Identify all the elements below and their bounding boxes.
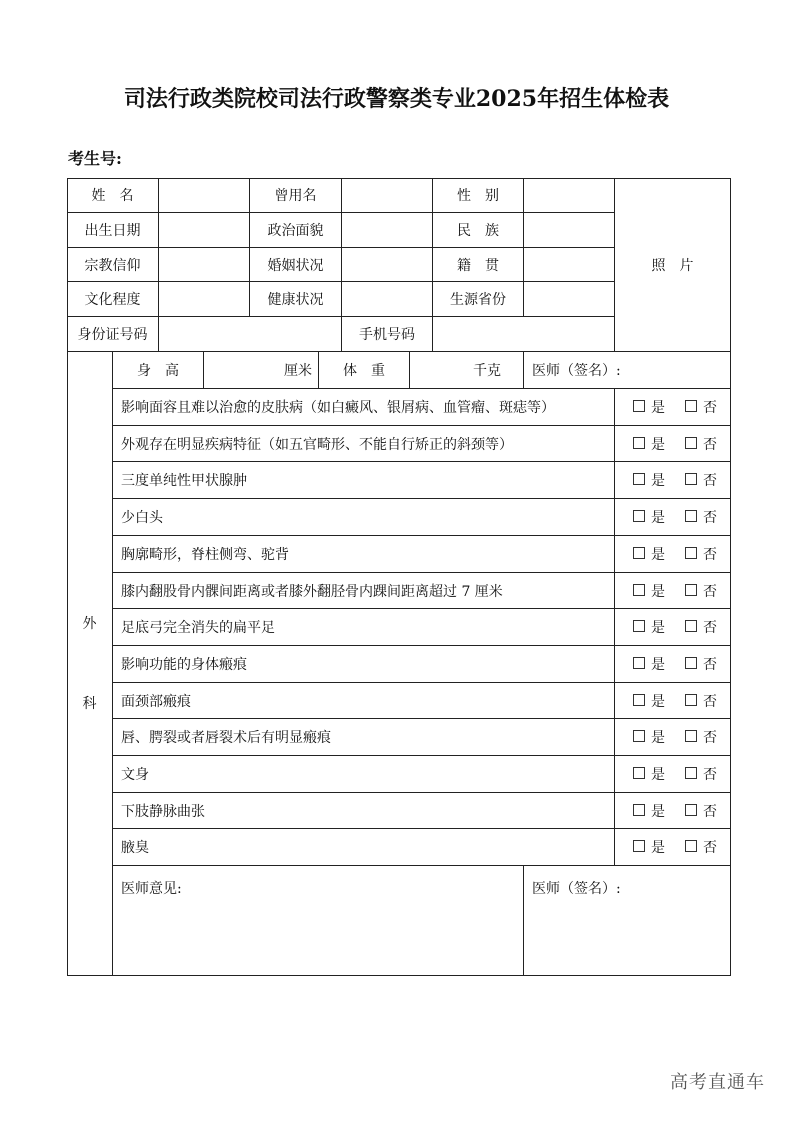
health-field[interactable] — [342, 282, 433, 317]
height-unit: 厘米 — [284, 363, 312, 379]
origin-province-label: 生源省份 — [433, 282, 524, 317]
yes-option[interactable] — [633, 544, 665, 564]
checkbox-icon[interactable] — [633, 804, 645, 816]
yes-option[interactable] — [633, 691, 665, 711]
no-label: 否 — [703, 803, 717, 820]
weight-unit: 千克 — [473, 363, 501, 379]
checkbox-icon[interactable] — [633, 694, 645, 706]
checkbox-icon[interactable] — [685, 840, 697, 852]
no-option[interactable] — [685, 691, 717, 711]
no-option[interactable] — [685, 434, 717, 454]
yes-option[interactable] — [633, 837, 665, 857]
yes-label: 是 — [651, 730, 665, 746]
yes-option[interactable] — [633, 801, 665, 821]
exam-item-answer — [615, 609, 731, 646]
id-number-field[interactable] — [159, 317, 342, 352]
checkbox-icon[interactable] — [685, 620, 697, 632]
checkbox-icon[interactable] — [685, 730, 697, 742]
checkbox-icon[interactable] — [633, 547, 645, 559]
exam-item-label: 文身 — [113, 756, 615, 793]
exam-number-label: 考生号: — [68, 149, 122, 168]
no-option[interactable] — [685, 801, 717, 821]
checkbox-icon[interactable] — [685, 400, 697, 412]
medical-exam-table — [67, 178, 731, 976]
no-label: 否 — [703, 840, 717, 856]
gender-label: 性 别 — [433, 178, 524, 213]
exam-item-label: 影响面容且难以治愈的皮肤病（如白癜风、银屑病、血管瘤、斑痣等） — [113, 389, 615, 426]
no-option[interactable] — [685, 764, 717, 784]
height-field[interactable] — [204, 352, 319, 389]
marital-label: 婚姻状况 — [250, 248, 342, 282]
exam-item-label: 膝内翻股骨内髁间距离或者膝外翻胫骨内踝间距离超过 7 厘米 — [113, 573, 615, 609]
health-label: 健康状况 — [250, 282, 342, 317]
no-label: 否 — [703, 473, 717, 489]
exam-item-label: 面颈部瘢痕 — [113, 683, 615, 719]
yes-label: 是 — [651, 510, 665, 526]
no-label: 否 — [703, 510, 717, 526]
no-option[interactable] — [685, 397, 717, 417]
former-name-label: 曾用名 — [250, 178, 342, 213]
checkbox-icon[interactable] — [685, 657, 697, 669]
surgery-label-char-1: 外 — [82, 615, 97, 632]
checkbox-icon[interactable] — [633, 730, 645, 742]
exam-item-answer — [615, 829, 731, 866]
native-place-field[interactable] — [524, 248, 615, 282]
watermark-logo-text: 高考直通车 — [670, 1072, 765, 1093]
checkbox-icon[interactable] — [633, 510, 645, 522]
yes-option[interactable] — [633, 507, 665, 527]
name-label: 姓 名 — [67, 178, 159, 213]
yes-option[interactable] — [633, 764, 665, 784]
surgery-label-char-2: 科 — [82, 695, 97, 712]
no-label: 否 — [703, 620, 717, 636]
exam-item-answer — [615, 756, 731, 793]
exam-item-label: 外观存在明显疾病特征（如五官畸形、不能自行矫正的斜颈等） — [113, 426, 615, 462]
no-label: 否 — [703, 436, 717, 453]
yes-label: 是 — [651, 840, 665, 856]
yes-label: 是 — [651, 620, 665, 636]
yes-option[interactable] — [633, 434, 665, 454]
ethnicity-field[interactable] — [524, 213, 615, 248]
exam-item-label: 下肢静脉曲张 — [113, 793, 615, 829]
yes-option[interactable] — [633, 617, 665, 637]
phone-label: 手机号码 — [342, 317, 433, 352]
checkbox-icon[interactable] — [633, 620, 645, 632]
no-label: 否 — [703, 693, 717, 710]
checkbox-icon[interactable] — [685, 584, 697, 596]
political-label: 政治面貌 — [250, 213, 342, 248]
education-field[interactable] — [159, 282, 250, 317]
yes-label: 是 — [651, 547, 665, 563]
exam-item-label: 胸廓畸形，脊柱侧弯、驼背 — [113, 536, 615, 573]
checkbox-icon[interactable] — [633, 437, 645, 449]
education-label: 文化程度 — [67, 282, 159, 317]
exam-item-label: 少白头 — [113, 499, 615, 536]
height-label: 身 高 — [113, 352, 204, 389]
no-option[interactable] — [685, 544, 717, 564]
checkbox-icon[interactable] — [633, 473, 645, 485]
no-option[interactable] — [685, 507, 717, 527]
yes-label: 是 — [651, 657, 665, 673]
doctor-opinion-box[interactable]: 医师意见: — [113, 866, 524, 976]
origin-province-field[interactable] — [524, 282, 615, 317]
exam-item-answer — [615, 389, 731, 426]
no-option[interactable] — [685, 617, 717, 637]
yes-option[interactable] — [633, 581, 665, 601]
opinion-signature-box[interactable]: 医师（签名）: — [524, 866, 731, 976]
yes-label: 是 — [651, 693, 665, 710]
checkbox-icon[interactable] — [633, 400, 645, 412]
checkbox-icon[interactable] — [633, 767, 645, 779]
religion-label: 宗教信仰 — [67, 248, 159, 282]
political-field[interactable] — [342, 213, 433, 248]
checkbox-icon[interactable] — [685, 473, 697, 485]
no-option[interactable] — [685, 837, 717, 857]
name-field[interactable] — [159, 178, 250, 213]
yes-label: 是 — [651, 436, 665, 453]
checkbox-icon[interactable] — [685, 804, 697, 816]
weight-label: 体 重 — [319, 352, 410, 389]
exam-item-answer — [615, 683, 731, 719]
no-option[interactable] — [685, 581, 717, 601]
exam-item-answer — [615, 426, 731, 462]
former-name-field[interactable] — [342, 178, 433, 213]
photo-area[interactable]: 照 片 — [615, 178, 731, 352]
checkbox-icon[interactable] — [633, 840, 645, 852]
ethnicity-label: 民 族 — [433, 213, 524, 248]
exam-item-answer — [615, 462, 731, 499]
checkbox-icon[interactable] — [633, 657, 645, 669]
checkbox-icon[interactable] — [685, 694, 697, 706]
no-label: 否 — [703, 657, 717, 673]
yes-option[interactable] — [633, 727, 665, 747]
birth-date-field[interactable] — [159, 213, 250, 248]
no-label: 否 — [703, 730, 717, 746]
exam-item-answer — [615, 573, 731, 609]
yes-option[interactable] — [633, 397, 665, 417]
phone-field[interactable] — [433, 317, 615, 352]
yes-label: 是 — [651, 767, 665, 783]
no-option[interactable] — [685, 727, 717, 747]
exam-item-answer — [615, 499, 731, 536]
exam-item-label: 腋臭 — [113, 829, 615, 866]
yes-label: 是 — [651, 400, 665, 416]
no-label: 否 — [703, 400, 717, 416]
yes-option[interactable] — [633, 470, 665, 490]
checkbox-icon[interactable] — [633, 584, 645, 596]
marital-field[interactable] — [342, 248, 433, 282]
no-option[interactable] — [685, 654, 717, 674]
exam-item-label: 影响功能的身体瘢痕 — [113, 646, 615, 683]
exam-item-answer — [615, 793, 731, 829]
birth-date-label: 出生日期 — [67, 213, 159, 248]
no-label: 否 — [703, 767, 717, 783]
yes-label: 是 — [651, 473, 665, 489]
weight-field[interactable] — [410, 352, 524, 389]
yes-label: 是 — [651, 583, 665, 600]
no-label: 否 — [703, 547, 717, 563]
surgery-section-label — [67, 352, 113, 976]
exam-item-answer — [615, 719, 731, 756]
id-number-label: 身份证号码 — [67, 317, 159, 352]
exam-item-label: 足底弓完全消失的扁平足 — [113, 609, 615, 646]
religion-field[interactable] — [159, 248, 250, 282]
doctor-signature-surgery[interactable]: 医师（签名）: — [524, 352, 731, 389]
native-place-label: 籍 贯 — [433, 248, 524, 282]
exam-item-label: 三度单纯性甲状腺肿 — [113, 462, 615, 499]
yes-label: 是 — [651, 803, 665, 820]
checkbox-icon[interactable] — [685, 767, 697, 779]
yes-option[interactable] — [633, 654, 665, 674]
form-title: 司法行政类院校司法行政警察类专业2025年招生体检表 — [123, 86, 670, 112]
checkbox-icon[interactable] — [685, 437, 697, 449]
gender-field[interactable] — [524, 178, 615, 213]
checkbox-icon[interactable] — [685, 547, 697, 559]
exam-item-answer — [615, 646, 731, 683]
no-option[interactable] — [685, 470, 717, 490]
exam-item-answer — [615, 536, 731, 573]
no-label: 否 — [703, 583, 717, 600]
checkbox-icon[interactable] — [685, 510, 697, 522]
exam-item-label: 唇、腭裂或者唇裂术后有明显瘢痕 — [113, 719, 615, 756]
